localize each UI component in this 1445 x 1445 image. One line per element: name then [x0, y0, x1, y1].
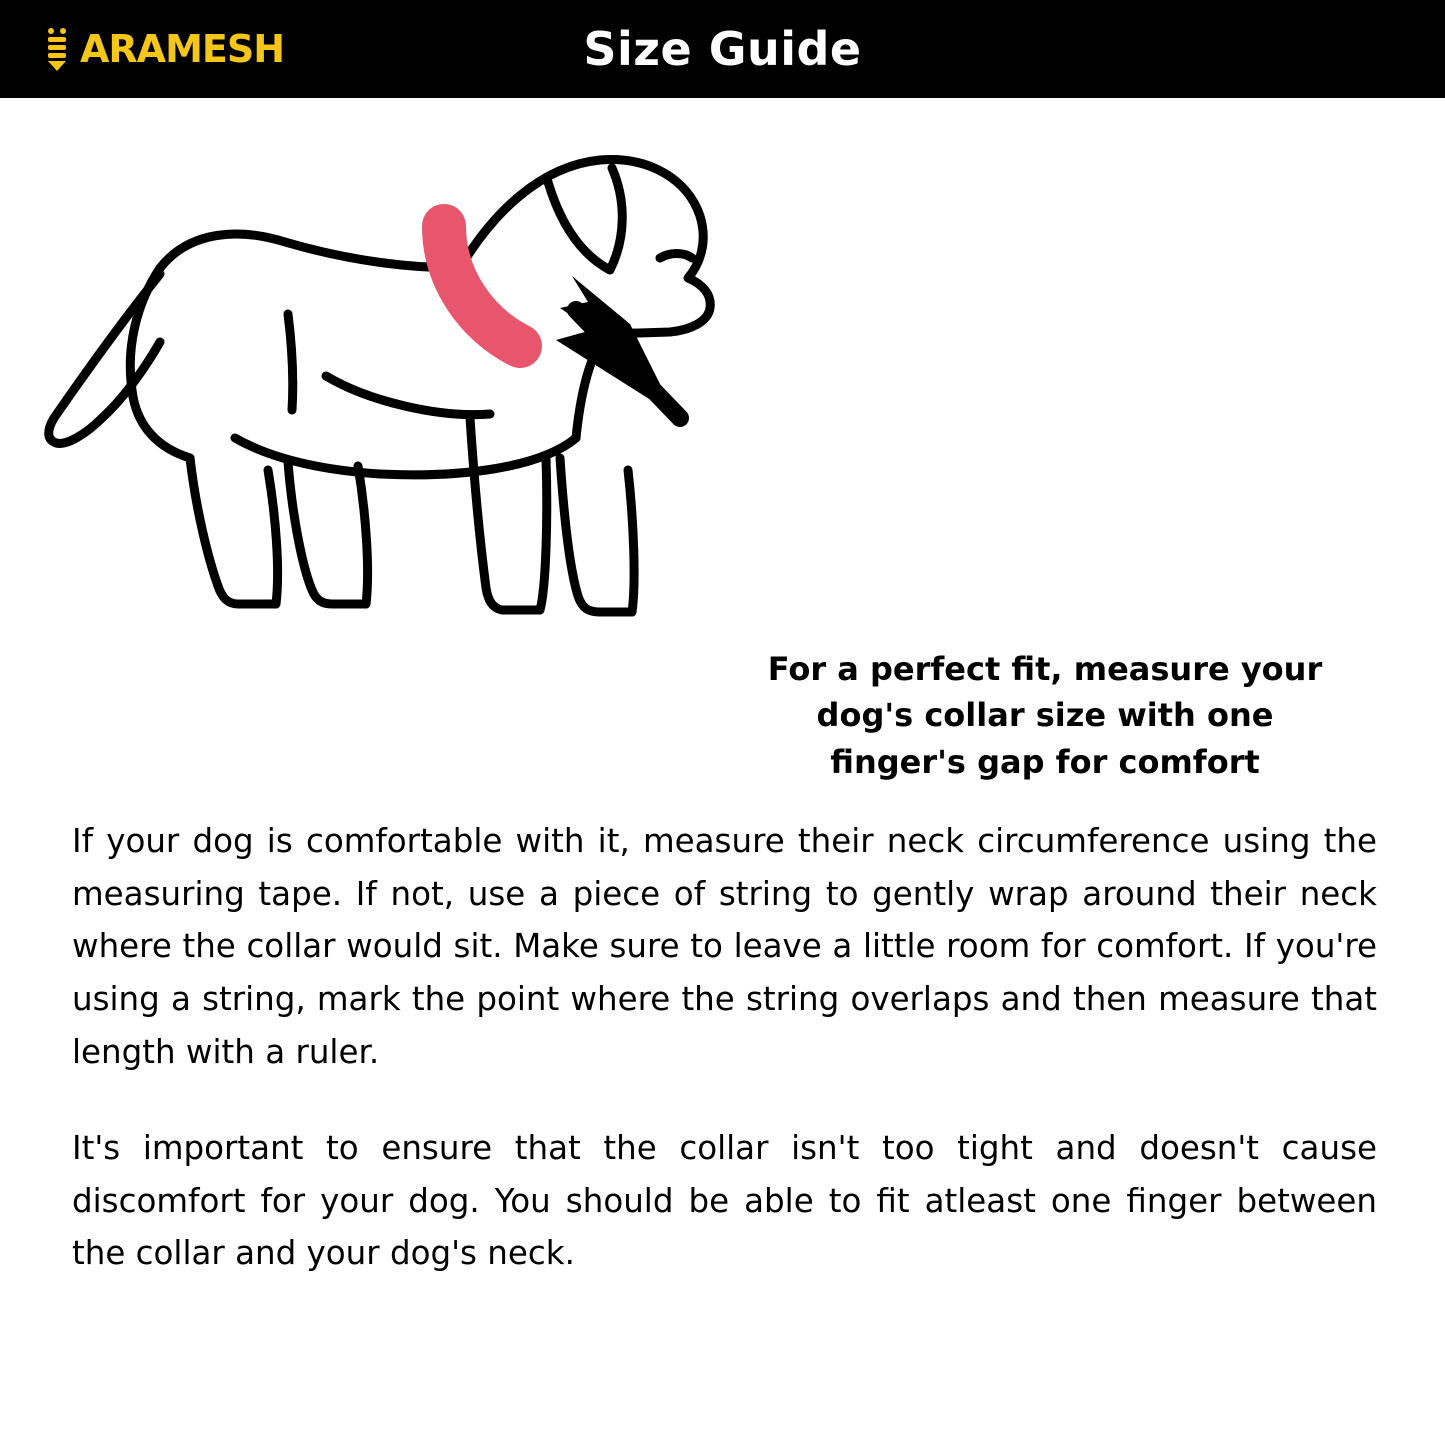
- dog-side-profile-outline-icon: [40, 118, 800, 658]
- illustration-area: [0, 98, 1445, 798]
- page-header: [0, 0, 1445, 98]
- dog-collar-icon: [444, 226, 520, 346]
- instruction-paragraph-1: If your dog is comfortable with it, measure their neck circumference using the measuring tape. If not, use a piece of string to gently wrap around their neck where the collar would sit. Make sure to leave a little room for comfort. If you're using a string, mark the point where the string overlaps and then measure that length with a ruler.: [72, 822, 1377, 1071]
- aramesh-bee-logo-icon: [40, 27, 74, 71]
- arrow-pointing-up-left-icon: [556, 276, 680, 418]
- instruction-paragraph-2: It's important to ensure that the collar isn't too tight and doesn't cause discomfort for your dog. You should be able to fit atleast one finger between the collar and your dog's neck.: [72, 1129, 1377, 1273]
- page-title: Size Guide: [583, 22, 862, 76]
- instructions-block: [72, 815, 1377, 1280]
- brand-name: ARAMESH: [80, 27, 285, 71]
- brand-logo: [40, 27, 284, 71]
- callout-text: For a perfect fit, measure your dog's collar size with one finger's gap for comfort: [767, 650, 1323, 781]
